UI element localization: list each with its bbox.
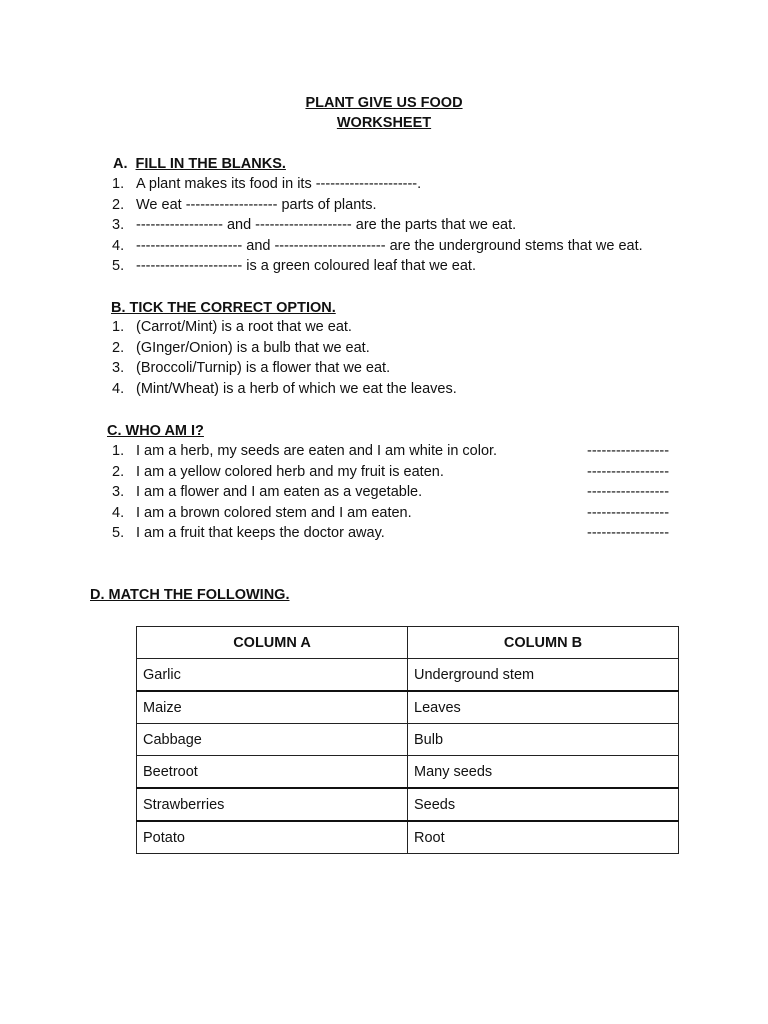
list-item bbox=[112, 503, 670, 524]
item-text: I am a yellow colored herb and my fruit is eaten. bbox=[136, 463, 444, 480]
list-item bbox=[112, 236, 643, 257]
column-a-cell: Beetroot bbox=[137, 756, 408, 789]
worksheet-subtitle: WORKSHEET bbox=[336, 115, 432, 131]
item-number: 4. bbox=[112, 380, 125, 397]
table-row bbox=[137, 821, 679, 854]
answer-blank: ----------------- bbox=[587, 504, 670, 521]
item-text: (Carrot/Mint) is a root that we eat. bbox=[136, 319, 352, 335]
item-number: 4. bbox=[112, 237, 125, 254]
item-number: 2. bbox=[112, 196, 125, 213]
match-table bbox=[136, 626, 679, 854]
item-text: (Broccoli/Turnip) is a flower that we eat. bbox=[136, 360, 391, 376]
section-b-heading bbox=[111, 299, 336, 317]
answer-blank: ----------------- bbox=[587, 463, 670, 480]
column-a-header: COLUMN A bbox=[137, 627, 408, 659]
item-number: 1. bbox=[112, 176, 125, 192]
section-b-list bbox=[112, 317, 457, 399]
table-row bbox=[137, 659, 679, 692]
list-item bbox=[112, 317, 457, 338]
column-b-cell: Many seeds bbox=[408, 756, 679, 789]
column-a-cell: Strawberries bbox=[137, 788, 408, 821]
item-text: I am a flower and I am eaten as a vegetable. bbox=[136, 484, 423, 500]
list-item bbox=[112, 338, 457, 359]
item-number: 2. bbox=[112, 339, 125, 356]
list-item bbox=[112, 462, 670, 483]
item-number: 1. bbox=[112, 443, 125, 459]
item-text: I am a brown colored stem and I am eaten. bbox=[136, 504, 412, 521]
answer-blank: ----------------- bbox=[587, 484, 670, 500]
section-c-heading bbox=[107, 422, 204, 440]
column-b-cell: Seeds bbox=[408, 788, 679, 821]
section-d-heading bbox=[90, 586, 289, 604]
list-item bbox=[112, 215, 643, 236]
list-item bbox=[112, 195, 643, 216]
table-row bbox=[137, 724, 679, 756]
item-text: (Mint/Wheat) is a herb of which we eat the leaves. bbox=[136, 380, 457, 397]
item-text: We eat ------------------- parts of plants. bbox=[136, 196, 377, 213]
item-text: ------------------ and -------------------- are the parts that we eat. bbox=[136, 217, 517, 233]
worksheet-title: PLANT GIVE US FOOD bbox=[305, 95, 463, 111]
table-row bbox=[137, 756, 679, 789]
section-a-list bbox=[112, 174, 643, 277]
item-text: I am a fruit that keeps the doctor away. bbox=[136, 525, 385, 541]
column-a-cell: Potato bbox=[137, 821, 408, 854]
item-text: I am a herb, my seeds are eaten and I am white in color. bbox=[136, 443, 498, 459]
answer-blank: ----------------- bbox=[587, 443, 670, 459]
section-b-title: B. TICK THE CORRECT OPTION. bbox=[111, 300, 336, 316]
table-row bbox=[137, 691, 679, 724]
table-header-row bbox=[137, 627, 679, 659]
section-c-list bbox=[112, 441, 670, 544]
section-a-letter: A. bbox=[113, 156, 128, 172]
list-item bbox=[112, 174, 643, 195]
section-a-title: FILL IN THE BLANKS. bbox=[135, 156, 286, 172]
list-item bbox=[112, 358, 457, 379]
section-c-title: C. WHO AM I? bbox=[107, 423, 204, 439]
item-number: 4. bbox=[112, 504, 125, 521]
section-d-title: D. MATCH THE FOLLOWING. bbox=[90, 587, 290, 603]
column-a-cell: Maize bbox=[137, 691, 408, 724]
item-number: 3. bbox=[112, 217, 125, 233]
item-number: 5. bbox=[112, 258, 125, 274]
item-number: 3. bbox=[112, 484, 125, 500]
column-b-cell: Leaves bbox=[408, 691, 679, 724]
item-number: 1. bbox=[112, 319, 125, 335]
item-text: ---------------------- is a green coloured leaf that we eat. bbox=[136, 258, 476, 274]
item-text: A plant makes its food in its ---------------------. bbox=[136, 176, 422, 192]
answer-blank: ----------------- bbox=[587, 525, 670, 541]
column-b-header: COLUMN B bbox=[408, 627, 679, 659]
list-item bbox=[112, 523, 670, 544]
item-number: 3. bbox=[112, 360, 125, 376]
column-b-cell: Bulb bbox=[408, 724, 679, 756]
column-b-cell: Root bbox=[408, 821, 679, 854]
list-item bbox=[112, 482, 670, 503]
table-row bbox=[137, 788, 679, 821]
item-text: ---------------------- and ----------------------- are the underground stems that we eat. bbox=[136, 237, 643, 254]
list-item bbox=[112, 256, 643, 277]
section-a-heading bbox=[113, 155, 286, 173]
list-item bbox=[112, 379, 457, 400]
column-a-cell: Cabbage bbox=[137, 724, 408, 756]
column-a-cell: Garlic bbox=[137, 659, 408, 692]
list-item bbox=[112, 441, 670, 462]
item-number: 5. bbox=[112, 525, 125, 541]
item-number: 2. bbox=[112, 463, 125, 480]
item-text: (GInger/Onion) is a bulb that we eat. bbox=[136, 339, 370, 356]
column-b-cell: Underground stem bbox=[408, 659, 679, 692]
